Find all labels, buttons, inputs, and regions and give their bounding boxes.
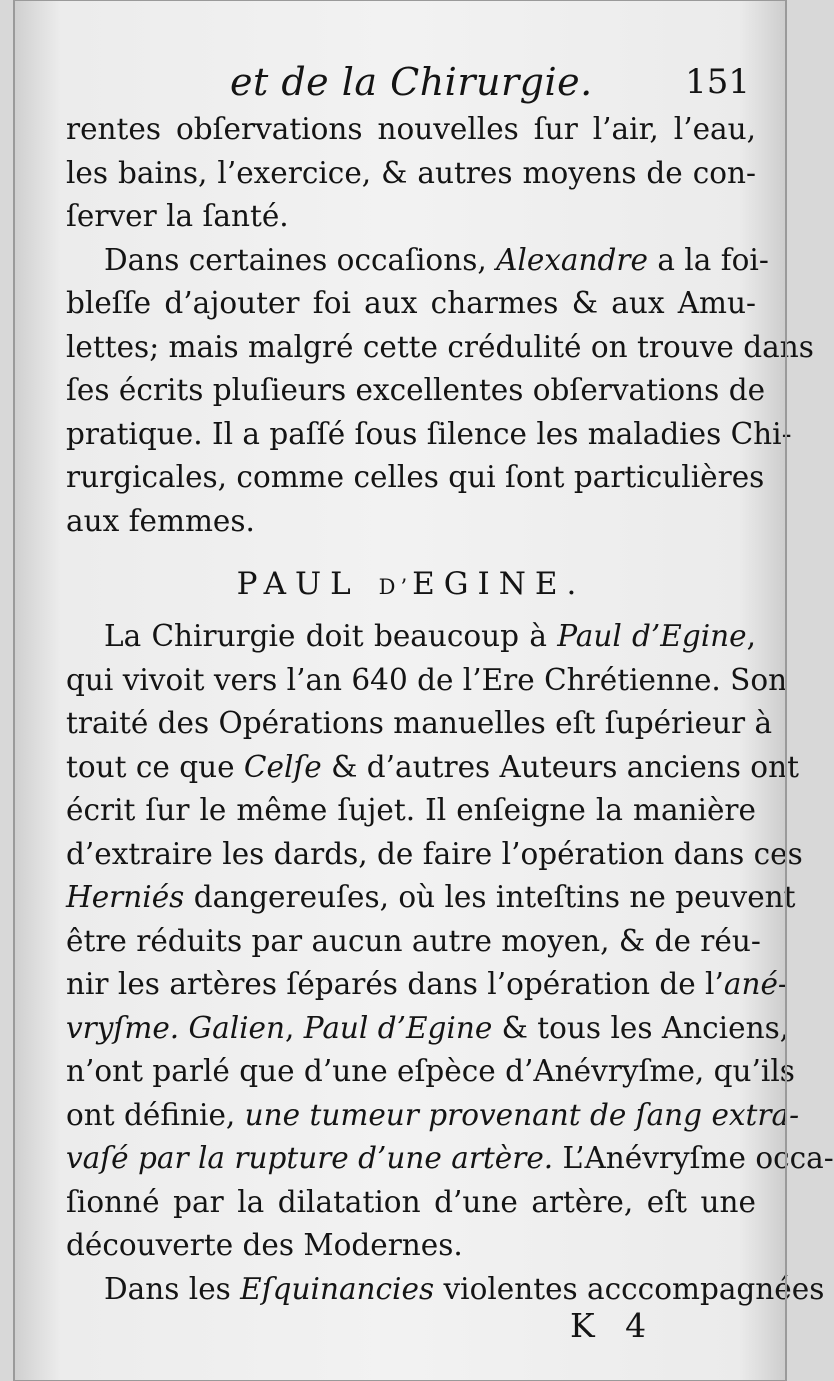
text-run: , [285, 1010, 304, 1045]
text-line [66, 1094, 800, 1138]
italic-name: Paul d’Egine [303, 1010, 493, 1045]
italic-name: Paul d’Egine [557, 619, 747, 653]
text-line: lettes; mais malgré cette crédulité on trouve dans [66, 329, 814, 364]
text-run: , [746, 619, 756, 653]
text-line [66, 1268, 825, 1312]
text-line: aux femmes. [66, 503, 255, 538]
italic-term: ané- [723, 967, 788, 1001]
text-run: ont définie, [66, 1097, 245, 1132]
text-run: tout ce que [66, 749, 244, 784]
text-line [66, 963, 788, 1007]
italic-quote: une tumeur provenant de ſang extra- [244, 1097, 800, 1132]
text-line [66, 746, 799, 790]
text-line: qui vivoit vers l’an 640 de l’Ere Chrétienne. Son [66, 662, 788, 697]
text-line: ſerver la ſanté. [66, 199, 289, 233]
text-line: rentes obſervations nouvelles ſur l’air, l’eau, [66, 112, 756, 146]
paragraph-4 [66, 1268, 825, 1312]
text-run: dangereuſes, où les inteſtins ne peuvent [184, 880, 796, 914]
heading-name-part2: EGINE. [412, 566, 586, 602]
text-line: n’ont parlé que d’une eſpèce d’Anévryſme, qu’ils [66, 1054, 795, 1088]
text-line: ſionné par la dilatation d’une artère, eſt une [66, 1184, 756, 1219]
paragraph-3 [66, 615, 834, 1268]
text-run: Dans certaines occaſions, [104, 242, 497, 277]
text-run: L’Anévryſme occa- [553, 1141, 834, 1175]
text-line [66, 239, 769, 283]
heading-name-part1: PAUL [236, 566, 360, 602]
text-run: nir les artères ſéparés dans l’opération de l’ [66, 967, 724, 1001]
text-line: bleſſe d’ajouter foi aux charmes & aux Amu- [66, 286, 756, 320]
text-line: écrit ſur le même ſujet. Il enſeigne la manière [66, 793, 756, 827]
signature-mark: K 4 [570, 1306, 657, 1345]
italic-name: Celſe [243, 749, 322, 784]
text-line: les bains, l’exercice, & autres moyens de con- [66, 155, 756, 190]
text-line: pratique. Il a paſſé ſous ſilence les maladies Chi- [66, 416, 792, 451]
section-heading [66, 553, 756, 615]
heading-particle: D’ [378, 575, 413, 599]
body-text [66, 108, 834, 1311]
text-run: La Chirurgie doit beaucoup à [104, 619, 558, 653]
text-line: découverte des Modernes. [66, 1228, 463, 1262]
text-line: d’extraire les dards, de faire l’opération dans ces [66, 836, 803, 871]
paragraph-2 [66, 239, 814, 544]
text-line: être réduits par aucun autre moyen, & de réu- [66, 923, 761, 958]
text-run: & tous les Anciens, [492, 1010, 790, 1045]
text-run: Dans les [104, 1271, 241, 1306]
paragraph-1 [66, 108, 756, 239]
text-line: traité des Opérations manuelles eſt ſupérieur à [66, 706, 773, 740]
italic-quote: vaſé par la rupture d’une artère. [66, 1141, 554, 1175]
italic-name: Alexandre [496, 242, 648, 277]
text-run: & d’autres Auteurs anciens ont [321, 749, 799, 784]
running-title: et de la Chirurgie. [230, 60, 593, 104]
book-page [14, 0, 834, 1381]
text-line [66, 1007, 790, 1051]
page-number: 151 [685, 62, 750, 102]
text-line: ſes écrits pluſieurs excellentes obſervations de [66, 373, 766, 407]
text-line [66, 615, 756, 659]
italic-term: Herniés [66, 880, 185, 914]
text-run: a la foi- [647, 242, 769, 277]
text-run: violentes acccompagnées [434, 1271, 825, 1306]
italic-term: Eſquinancies [240, 1271, 435, 1306]
italic-term: vryſme. Galien [66, 1010, 286, 1045]
running-header [230, 60, 750, 106]
text-line [66, 876, 796, 920]
text-line: rurgicales, comme celles qui ſont particulières [66, 460, 765, 494]
text-line [66, 1137, 834, 1181]
